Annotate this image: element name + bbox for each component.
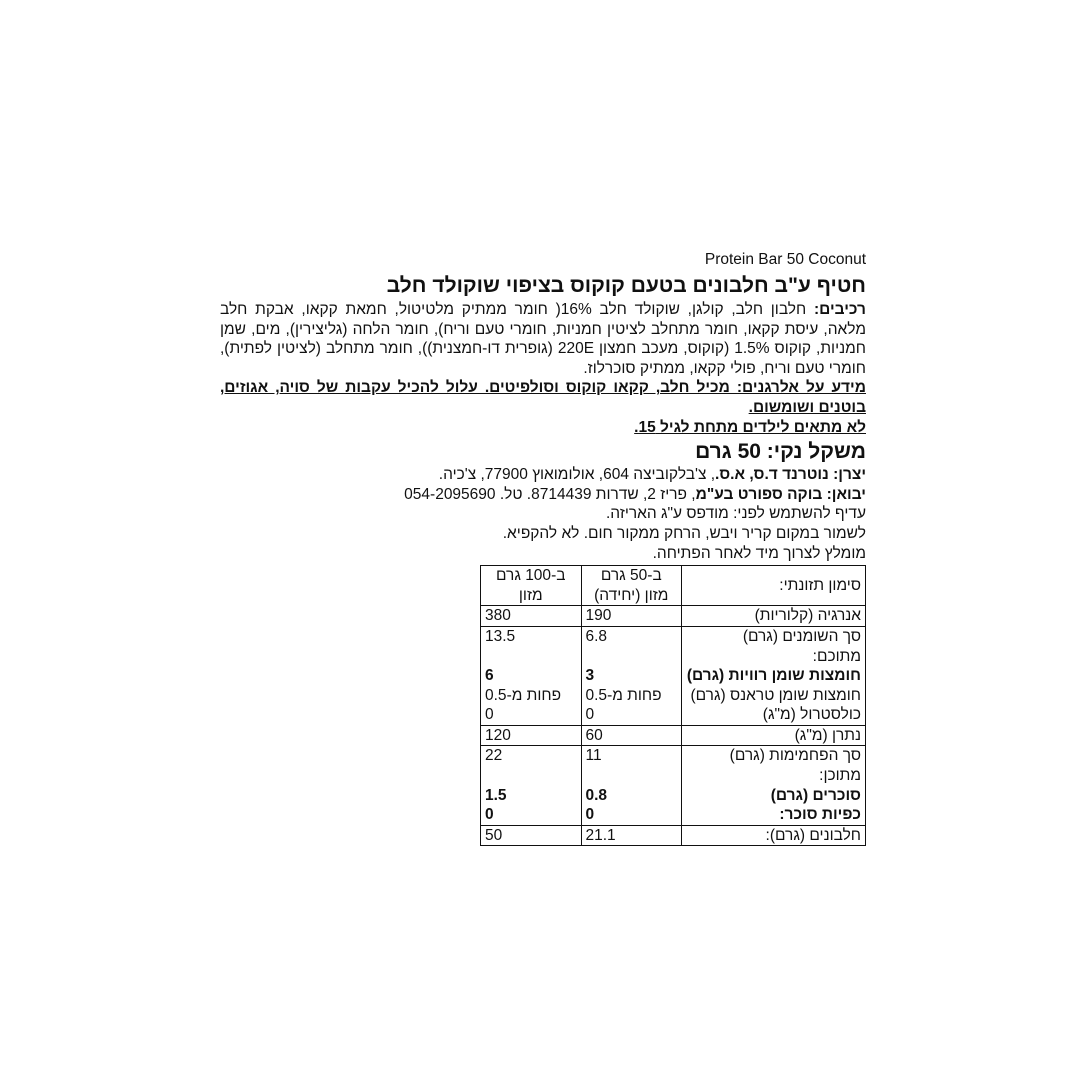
product-title-english: Protein Bar 50 Coconut — [704, 251, 866, 268]
saturated-fat-name: חומצות שומן רוויות (גרם) — [686, 667, 861, 685]
cholesterol-per-50g: 0 — [585, 706, 595, 724]
product-label — [220, 250, 866, 846]
sugars-name: סוכרים (גרם) — [770, 786, 861, 804]
importer-line — [220, 485, 866, 505]
nutrition-table — [480, 565, 866, 846]
energy-per-50g: 190 — [581, 606, 682, 627]
nutrition-header-per-50g — [581, 566, 682, 606]
manufacturer-label: יצרן: — [833, 466, 866, 484]
energy-per-100g: 380 — [481, 606, 582, 627]
importer-label: יבואן: — [826, 485, 866, 503]
fat-values-per-50g — [581, 626, 682, 725]
product-title-hebrew: חטיף ע"ב חלבונים בטעם קוקוס בציפוי שוקולד חלב — [386, 274, 866, 297]
manufacturer-name: נוטרנד ד.ס, א.ס. — [715, 466, 829, 484]
total-carbs-per-50g: 11 — [585, 747, 602, 765]
protein-per-50g: 21.1 — [581, 825, 682, 846]
header-per-50g-line2: מזון (יחידה) — [594, 586, 669, 604]
nutrition-row-sodium — [481, 725, 866, 746]
header-per-50g-line1: ב-50 גרם — [600, 567, 662, 585]
sugar-teaspoons-name: כפיות סוכר: — [779, 806, 861, 824]
carbs-values-per-50g — [581, 746, 682, 825]
sodium-name: נתרן (מ"ג) — [682, 725, 866, 746]
children-warning: לא מתאים לילדים מתחת לגיל 15. — [634, 418, 866, 436]
protein-per-100g: 50 — [481, 825, 582, 846]
total-fat-per-50g: 6.8 — [585, 627, 608, 645]
storage-note-after-opening: מומלץ לצרוך מיד לאחר הפתיחה. — [652, 544, 866, 562]
nutrition-header-row — [481, 566, 866, 606]
header-per-100g-line2: מזון — [518, 586, 543, 604]
sodium-per-100g: 120 — [481, 725, 582, 746]
total-carbs-per-100g: 22 — [485, 747, 503, 765]
manufacturer-address: , צ'בלקוביצה 604, אולומואוץ 77900, צ'כיה. — [438, 466, 716, 484]
nutrition-row-fat-group — [481, 626, 866, 725]
sugars-per-100g: 1.5 — [485, 786, 507, 804]
carbs-names — [682, 746, 866, 825]
carbs-values-per-100g — [481, 746, 582, 825]
sugars-per-50g: 0.8 — [585, 786, 608, 804]
ingredients-text: חלבון חלב, קולגן, שוקולד חלב 16%( חומר ממתיק מלטיטול, חמאת קקאו, אבקת חלב מלאה, עיסת קקאו, חומר מתחלב לציטין חמניות, חומרי טעם וריח), חומר הלחה (גליצירין), מים, שמן חמניות, קוקוס 1.5% (קוקוס, מעכב חמצון 220E (גופרית דו-חמצנית)), חומר מתחלב (לציטין לפתית), חומרי טעם וריח, פולי קקאו, ממתיק סוכרלוז. — [220, 301, 866, 377]
nutrition-header-name: סימון תזונתי: — [682, 566, 866, 606]
nutrition-row-carbs-group — [481, 746, 866, 825]
sugar-teaspoons-per-50g: 0 — [585, 806, 595, 824]
protein-name: חלבונים (גרם): — [682, 825, 866, 846]
fat-values-per-100g — [481, 626, 582, 725]
energy-name: אנרגיה (קלוריות) — [682, 606, 866, 627]
saturated-fat-per-100g: 6 — [485, 667, 494, 685]
nutrition-row-energy — [481, 606, 866, 627]
nutrition-row-protein — [481, 825, 866, 846]
trans-fat-per-50g: פחות מ-0.5 — [585, 686, 662, 704]
sugar-teaspoons-per-100g: 0 — [485, 806, 494, 824]
total-fat-name: סך השומנים (גרם) — [742, 627, 861, 645]
ingredients-label: רכיבים: — [813, 301, 866, 318]
fat-names — [682, 626, 866, 725]
importer-address: , פריז 2, שדרות 8714439. טל. 054-2095690 — [404, 485, 696, 503]
storage-note-conditions: לשמור במקום קריר ויבש, הרחק ממקור חום. לא להקפיא. — [502, 524, 866, 542]
allergens-paragraph: מידע על אלרגנים: מכיל חלב, קקאו קוקוס וסולפיטים. עלול להכיל עקבות של סויה, אגוזים, בוטנים ושומשום. — [220, 379, 866, 416]
total-fat-per-100g: 13.5 — [485, 627, 516, 645]
trans-fat-per-100g: פחות מ-0.5 — [485, 686, 562, 704]
ingredients-paragraph — [220, 300, 866, 378]
cholesterol-per-100g: 0 — [485, 706, 494, 724]
nutrition-header-per-100g — [481, 566, 582, 606]
header-per-100g-line1: ב-100 גרם — [495, 567, 566, 585]
fat-of-which-label: מתוכם: — [812, 647, 861, 665]
cholesterol-name: כולסטרול (מ"ג) — [762, 706, 861, 724]
sodium-per-50g: 60 — [581, 725, 682, 746]
net-weight: משקל נקי: 50 גרם — [695, 440, 866, 464]
carbs-of-which-label: מתוכן: — [819, 767, 861, 785]
total-carbs-name: סך הפחמימות (גרם) — [729, 747, 861, 765]
manufacturer-line — [220, 465, 866, 485]
saturated-fat-per-50g: 3 — [585, 667, 595, 685]
importer-name: בוקה ספורט בע"מ — [695, 485, 823, 503]
trans-fat-name: חומצות שומן טראנס (גרם) — [690, 686, 861, 704]
storage-note-best-before: עדיף להשתמש לפני: מודפס ע"ג האריזה. — [606, 505, 866, 523]
